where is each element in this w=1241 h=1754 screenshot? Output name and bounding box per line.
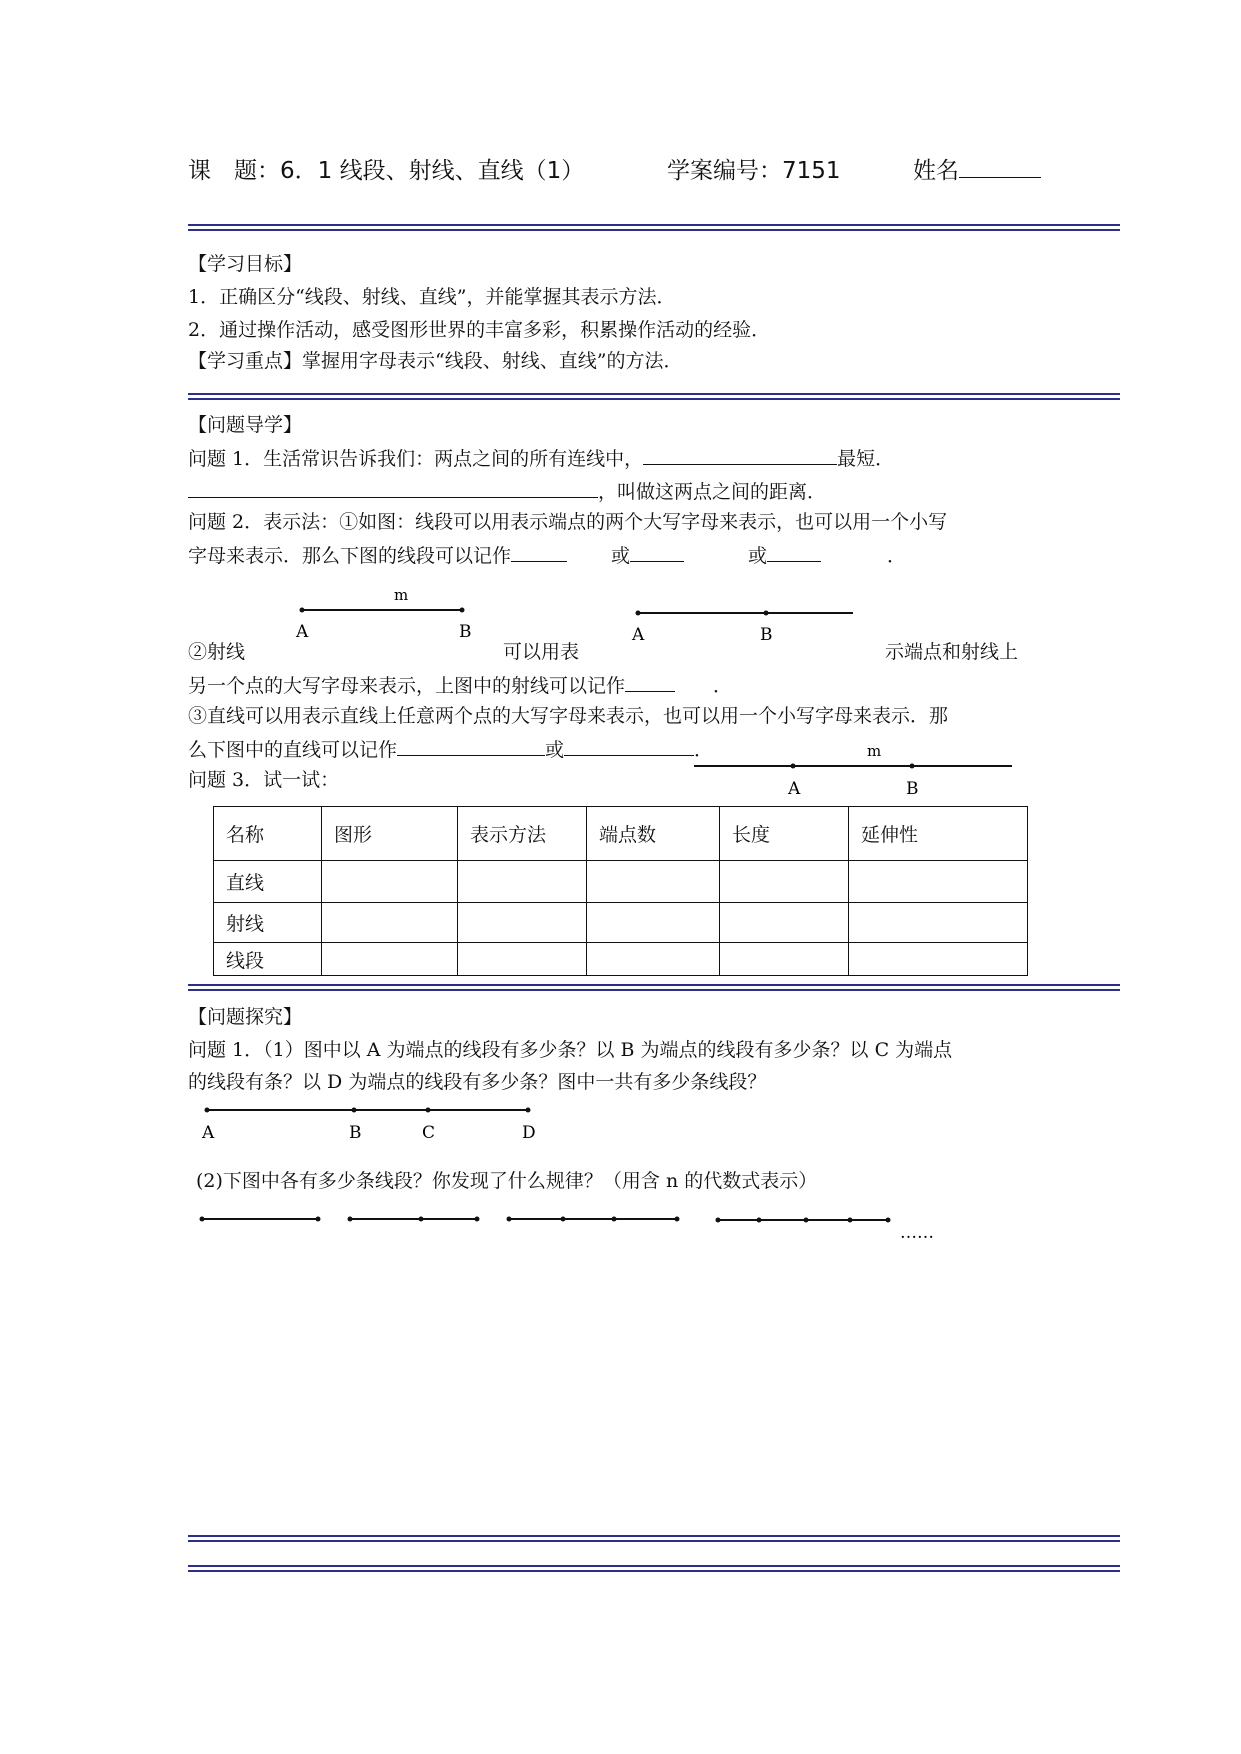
explore-heading: 【问题探究】 (188, 1006, 303, 1028)
segment-label-b: B (459, 622, 472, 642)
table-cell[interactable] (458, 903, 587, 943)
table-header: 表示方法 (458, 807, 587, 861)
line-text-a: ③直线可以用表示直线上任意两个点的大写字母来表示，也可以用一个小写字母来表示．那 (188, 705, 949, 727)
table-row-label: 线段 (214, 943, 322, 976)
segment-label-m: m (394, 586, 409, 604)
pattern-ellipsis: …… (900, 1223, 934, 1243)
table-cell[interactable] (849, 903, 1028, 943)
ray-label-a: A (632, 625, 645, 645)
guide-q2-text-b: 字母来表示．那么下图的线段可以记作 (188, 545, 512, 567)
table-header: 端点数 (587, 807, 720, 861)
table-cell[interactable] (720, 861, 849, 903)
explore-q1-line1: 问题 1．（1）图中以 A 为端点的线段有多少条？以 B 为端点的线段有多少条？以 C 为端点 (188, 1039, 953, 1061)
line-blank-2 (564, 736, 694, 756)
table-header: 名称 (214, 807, 322, 861)
ray-text-a: ②射线 (188, 641, 246, 663)
table-cell[interactable] (587, 903, 720, 943)
explore-q2: (2)下图中各有多少条线段？你发现了什么规律？（用含 n 的代数式表示） (196, 1170, 818, 1192)
ray-label-b: B (760, 625, 773, 645)
table-cell[interactable] (458, 861, 587, 903)
explore-label-a: A (202, 1123, 215, 1143)
period-2: ． (713, 675, 733, 697)
focus-text: 掌握用字母表示“线段、射线、直线”的方法． (302, 350, 683, 372)
table-row-label: 直线 (214, 861, 322, 903)
explore-figure (201, 1108, 536, 1144)
goal-item-2: 2．通过操作活动，感受图形世界的丰富多彩，积累操作活动的经验． (188, 319, 771, 341)
divider-3 (188, 984, 1120, 991)
guide-q1-text-a: 问题 1．生活常识告诉我们：两点之间的所有连线中， (188, 448, 644, 470)
or-3: 或 (545, 739, 565, 761)
line-text-b: 么下图中的直线可以记作 (188, 739, 398, 761)
ray-figure (631, 611, 853, 646)
line-label-a: A (788, 779, 801, 799)
period-1: ． (887, 545, 907, 567)
table-cell[interactable] (587, 943, 720, 976)
or-1: 或 (611, 545, 631, 567)
ray-blank (625, 672, 675, 692)
segment-figure (295, 586, 472, 642)
table-cell[interactable] (587, 861, 720, 903)
guide-q2-line1: 问题 2．表示法：①如图：线段可以用表示端点的两个大写字母来表示，也可以用一个小写 (188, 511, 948, 533)
table-row (214, 903, 1028, 943)
line-line2 (188, 736, 713, 762)
goal-item-1: 1．正确区分“线段、射线、直线”，并能掌握其表示方法． (188, 286, 676, 308)
q3-text: 问题 3．试一试： (188, 769, 340, 791)
ray-text-b: 可以用表 (503, 641, 580, 663)
guide-q1-text-b: 最短． (837, 448, 895, 470)
table-cell[interactable] (322, 861, 458, 903)
or-2: 或 (748, 545, 768, 567)
goals-heading: 【学习目标】 (188, 253, 303, 275)
table-cell[interactable] (720, 903, 849, 943)
table-row-label: 射线 (214, 903, 322, 943)
ray-line2 (188, 672, 732, 698)
name-label: 姓名 (913, 158, 959, 184)
guide-q1-text-c: ，叫做这两点之间的距离． (598, 481, 827, 503)
line-label-m: m (867, 742, 882, 760)
segment-label-a: A (296, 622, 309, 642)
guide-heading: 【问题导学】 (188, 414, 303, 436)
table-row (214, 943, 1028, 976)
divider-5 (188, 1565, 1120, 1572)
line-label-b: B (906, 779, 919, 799)
pattern-figure (200, 1217, 935, 1244)
case-number: 学案编号：7151 (667, 158, 841, 184)
table-header: 长度 (720, 807, 849, 861)
focus-heading: 【学习重点】 (188, 350, 303, 372)
ray-text-c: 示端点和射线上 (885, 641, 1019, 663)
table-header-row (214, 807, 1028, 861)
lesson-title: 课 题：6．1 线段、射线、直线（1） (188, 158, 585, 184)
table-cell[interactable] (458, 943, 587, 976)
table-header: 图形 (322, 807, 458, 861)
line-blank-1 (397, 736, 545, 756)
table-row (214, 861, 1028, 903)
ray-text-d: 另一个点的大写字母来表示，上图中的射线可以记作 (188, 675, 626, 697)
period-3: ． (694, 739, 714, 761)
explore-label-d: D (522, 1123, 536, 1143)
line-figure (694, 742, 1012, 799)
table-cell[interactable] (849, 943, 1028, 976)
table-cell[interactable] (849, 861, 1028, 903)
explore-label-c: C (422, 1123, 436, 1143)
explore-q1-line2: 的线段有条？以 D 为端点的线段有多少条？图中一共有多少条线段？ (188, 1071, 767, 1093)
table-cell[interactable] (720, 943, 849, 976)
table-cell[interactable] (322, 943, 458, 976)
explore-label-b: B (349, 1123, 362, 1143)
comparison-table (213, 806, 1028, 976)
table-header: 延伸性 (849, 807, 1028, 861)
divider-4 (188, 1535, 1120, 1542)
table-cell[interactable] (322, 903, 458, 943)
